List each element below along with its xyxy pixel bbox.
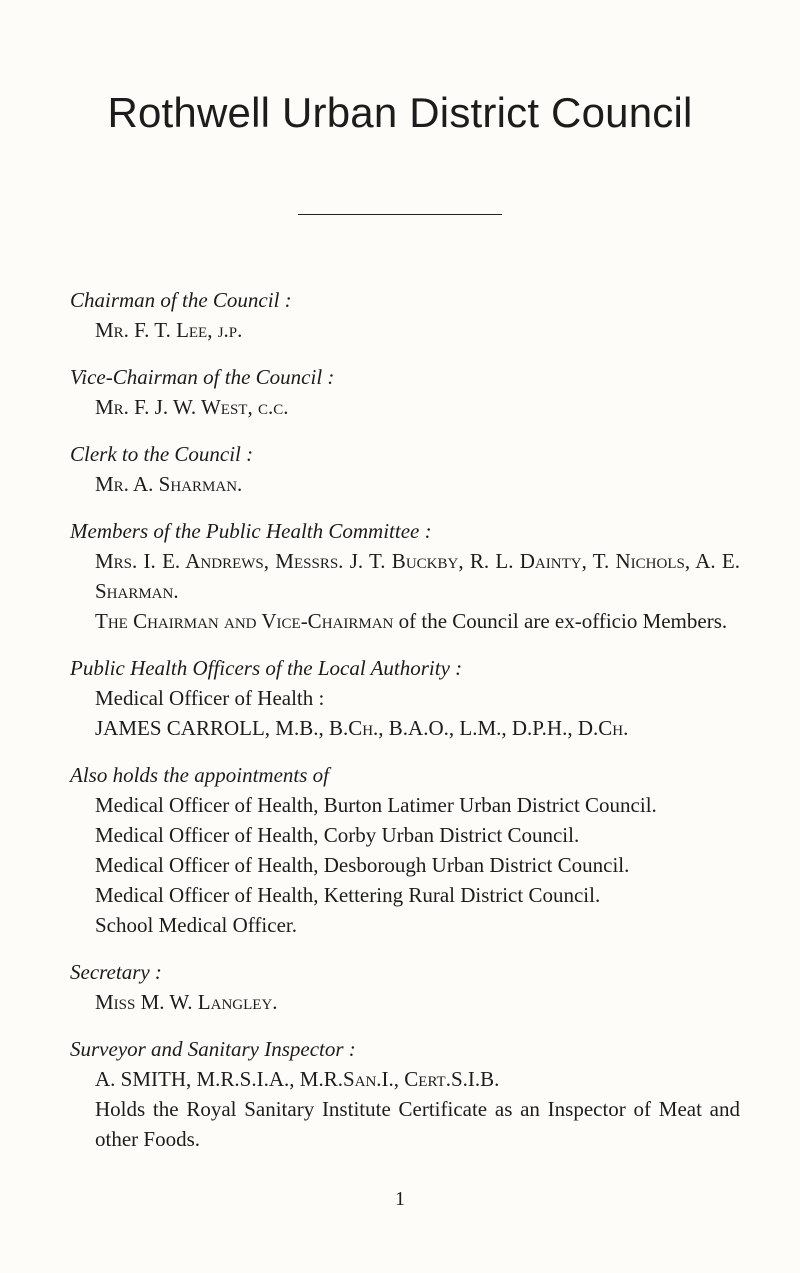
secretary-name: Miss M. W. Langley. (95, 990, 278, 1014)
committee-heading: Members of the Public Health Committee : (70, 519, 432, 543)
title-divider (298, 214, 502, 215)
chairman-section (70, 285, 740, 345)
appointments-heading: Also holds the appointments of (70, 763, 329, 787)
appointment-item: Medical Officer of Health, Kettering Rural District Council. (95, 883, 601, 907)
page-number: 1 (395, 1188, 405, 1210)
appointment-item: Medical Officer of Health, Desborough Urban District Council. (95, 853, 630, 877)
chairman-heading: Chairman of the Council : (70, 288, 292, 312)
ex-officio-lead: The Chairman and Vice-Chairman (95, 609, 394, 633)
surveyor-heading: Surveyor and Sanitary Inspector : (70, 1037, 356, 1061)
committee-ex-officio (70, 606, 740, 636)
secretary-section (70, 957, 740, 1017)
clerk-heading: Clerk to the Council : (70, 442, 254, 466)
officers-list (70, 285, 740, 1171)
appointment-item: School Medical Officer. (95, 913, 297, 937)
officer-name: JAMES CARROLL, M.B., B.Ch., B.A.O., L.M., D.P.H., D.Ch. (95, 716, 629, 740)
officers-section (70, 653, 740, 743)
committee-section (70, 516, 740, 636)
appointment-item: Medical Officer of Health, Burton Latimer Urban District Council. (95, 793, 657, 817)
ex-officio-rest: of the Council are ex-officio Members. (393, 609, 728, 633)
clerk-section (70, 439, 740, 499)
surveyor-name: A. SMITH, M.R.S.I.A., M.R.San.I., Cert.S.I.B. (95, 1067, 500, 1091)
committee-members: Mrs. I. E. Andrews, Messrs. J. T. Buckby, R. L. Dainty, T. Nichols, A. E. Sharman. (95, 549, 740, 603)
appointments-section (70, 760, 740, 940)
officers-heading: Public Health Officers of the Local Authority : (70, 656, 463, 680)
clerk-name: Mr. A. Sharman. (95, 472, 243, 496)
surveyor-note: Holds the Royal Sanitary Institute Certificate as an Inspector of Meat and other Foods. (95, 1097, 740, 1151)
vice-chairman-section (70, 362, 740, 422)
surveyor-section (70, 1034, 740, 1154)
chairman-name: Mr. F. T. Lee, j.p. (95, 318, 243, 342)
officer-role: Medical Officer of Health : (95, 686, 325, 710)
appointment-item: Medical Officer of Health, Corby Urban District Council. (95, 823, 580, 847)
vice-chairman-heading: Vice-Chairman of the Council : (70, 365, 335, 389)
vice-chairman-name: Mr. F. J. W. West, c.c. (95, 395, 289, 419)
page-title: Rothwell Urban District Council (107, 89, 693, 136)
secretary-heading: Secretary : (70, 960, 162, 984)
